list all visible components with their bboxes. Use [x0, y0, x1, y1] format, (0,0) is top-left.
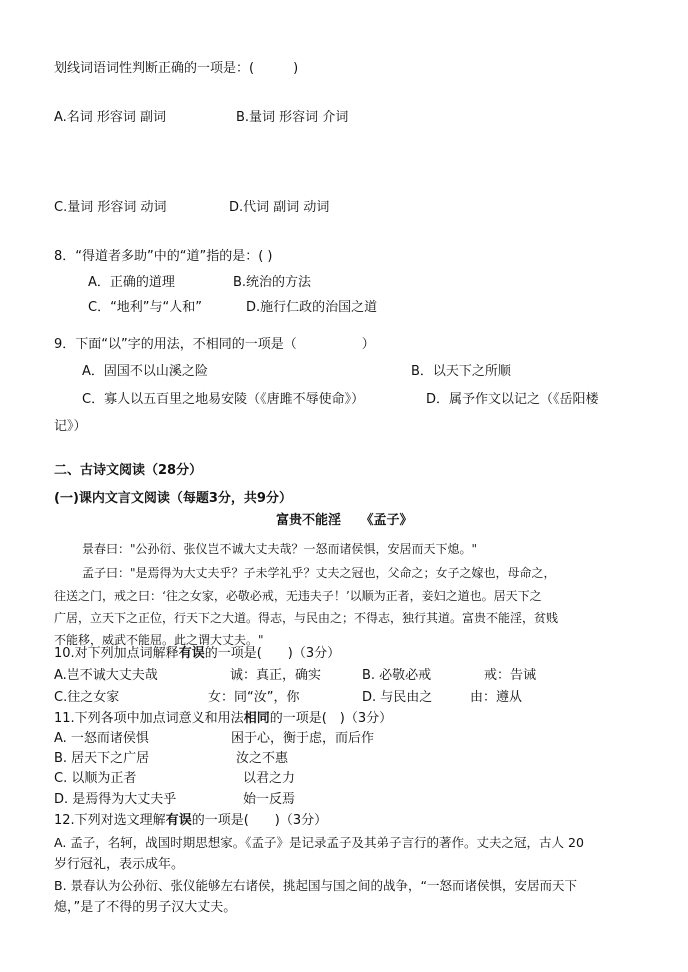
q11-stem-c: 的一项是( )（3分） — [269, 711, 393, 726]
q9-option-c: C．寡人以五百里之地易安陵（《唐雎不辱使命》） — [82, 392, 365, 407]
q10-stem-c: 的一项是( )（3分） — [204, 646, 341, 661]
q11-option-d: D. 是焉得为大丈夫乎 — [54, 792, 177, 807]
q10-option-b: B. 必敬必戒 — [362, 668, 432, 683]
q8-option-b: B.统治的方法 — [233, 275, 312, 290]
q12-option-a-cont: 岁行冠礼，表示成年。 — [54, 857, 185, 872]
passage-title: 富贵不能淫 《孟子》 — [276, 513, 413, 528]
q12-stem — [54, 812, 327, 830]
q12-stem-emph: 有误 — [165, 813, 192, 828]
q9-option-b: B．以天下之所顺 — [411, 364, 511, 379]
q11-stem-a: 11.下列各项中加点词意义和用法 — [54, 711, 244, 726]
q11-option-b: B. 居天下之广居 — [54, 751, 150, 766]
q12-stem-c: 的一项是( )（3分） — [191, 813, 328, 828]
q8-option-a: A．正确的道理 — [88, 275, 175, 290]
q11-option-d-compare: 始一反焉 — [243, 792, 296, 807]
q10-stem-a: 10.对下列加点词解释 — [54, 646, 179, 661]
question-intro-stem: 划线词语词性判断正确的一项是：( ) — [54, 61, 299, 76]
section-title: 二、古诗文阅读（28分） — [54, 463, 203, 478]
q10-option-d: D. 与民由之 — [362, 690, 433, 705]
q11-stem-emph: 相同 — [243, 711, 270, 726]
q11-option-b-compare: 汝之不惠 — [236, 751, 289, 766]
q9-option-d-cont: 记》） — [54, 419, 87, 434]
q9-stem: 9．下面“以”字的用法，不相同的一项是（ ） — [54, 337, 375, 352]
q11-option-c: C. 以顺为正者 — [54, 771, 137, 786]
passage-line: 广居，立天下之正位，行天下之大道。得志，与民由之；不得志，独行其道。富贵不能淫，贫贱 — [54, 611, 559, 625]
q8-option-d: D.施行仁政的治国之道 — [246, 300, 378, 315]
passage-line: 孟子曰："是焉得为大丈夫乎？子未学礼乎？丈夫之冠也，父命之；女子之嫁也，母命之， — [82, 566, 556, 580]
q10-stem — [54, 645, 340, 663]
q10-option-c-answer: 女：同“汝”，你 — [208, 690, 300, 705]
passage-line: 景春曰："公孙衍、张仪岂不诚大丈夫哉？一怒而诸侯惧，安居而天下熄。" — [82, 542, 478, 556]
q11-option-a-compare: 困于心，衡于虑，而后作 — [231, 731, 375, 746]
q10-option-c: C.往之女家 — [54, 690, 120, 705]
option-c: C.量词 形容词 动词 — [54, 200, 167, 215]
q9-option-a: A．固国不以山溪之险 — [82, 364, 208, 379]
q8-option-c: C．“地利”与“人和” — [88, 300, 203, 315]
q10-stem-emph: 有误 — [178, 646, 205, 661]
q11-stem — [54, 710, 392, 728]
q10-option-b-answer: 戒：告诫 — [484, 668, 537, 683]
q9-option-d: D．属予作文以记之（《岳阳楼 — [426, 392, 599, 407]
q12-stem-a: 12.下列对选文理解 — [54, 813, 166, 828]
option-d: D.代词 副词 动词 — [229, 200, 330, 215]
option-a: A.名词 形容词 副词 — [54, 110, 167, 125]
passage-line: 不能移，威武不能屈。此之谓大丈夫。" — [54, 633, 264, 647]
q11-option-c-compare: 以君之力 — [243, 771, 296, 786]
q8-stem: 8．“得道者多助”中的“道”指的是：( ) — [54, 249, 273, 264]
option-b: B.量词 形容词 介词 — [236, 110, 349, 125]
q12-option-a: A. 孟子，名轲，战国时期思想家。《孟子》是记录孟子及其弟子言行的著作。丈夫之冠，古人 20 — [54, 835, 584, 850]
q11-option-a: A. 一怒而诸侯惧 — [54, 731, 149, 746]
section-subtitle: (一)课内文言文阅读（每题3分，共9分） — [54, 491, 292, 506]
q10-option-a: A.岂不诚大丈夫哉 — [54, 668, 158, 683]
passage-line: 往送之门，戒之曰：‘往之女家，必敬必戒，无违夫子！’以顺为正者，妾妇之道也。居天下之 — [54, 589, 542, 603]
q10-option-d-answer: 由：遵从 — [470, 690, 523, 705]
q12-option-b: B. 景春认为公孙衍、张仪能够左右诸侯，挑起国与国之间的战争，“一怒而诸侯惧，安居而天下 — [54, 878, 577, 893]
q12-option-b-cont: 熄，”是了不得的男子汉大丈夫。 — [54, 900, 237, 915]
q10-option-a-answer: 诚：真正，确实 — [230, 668, 322, 683]
